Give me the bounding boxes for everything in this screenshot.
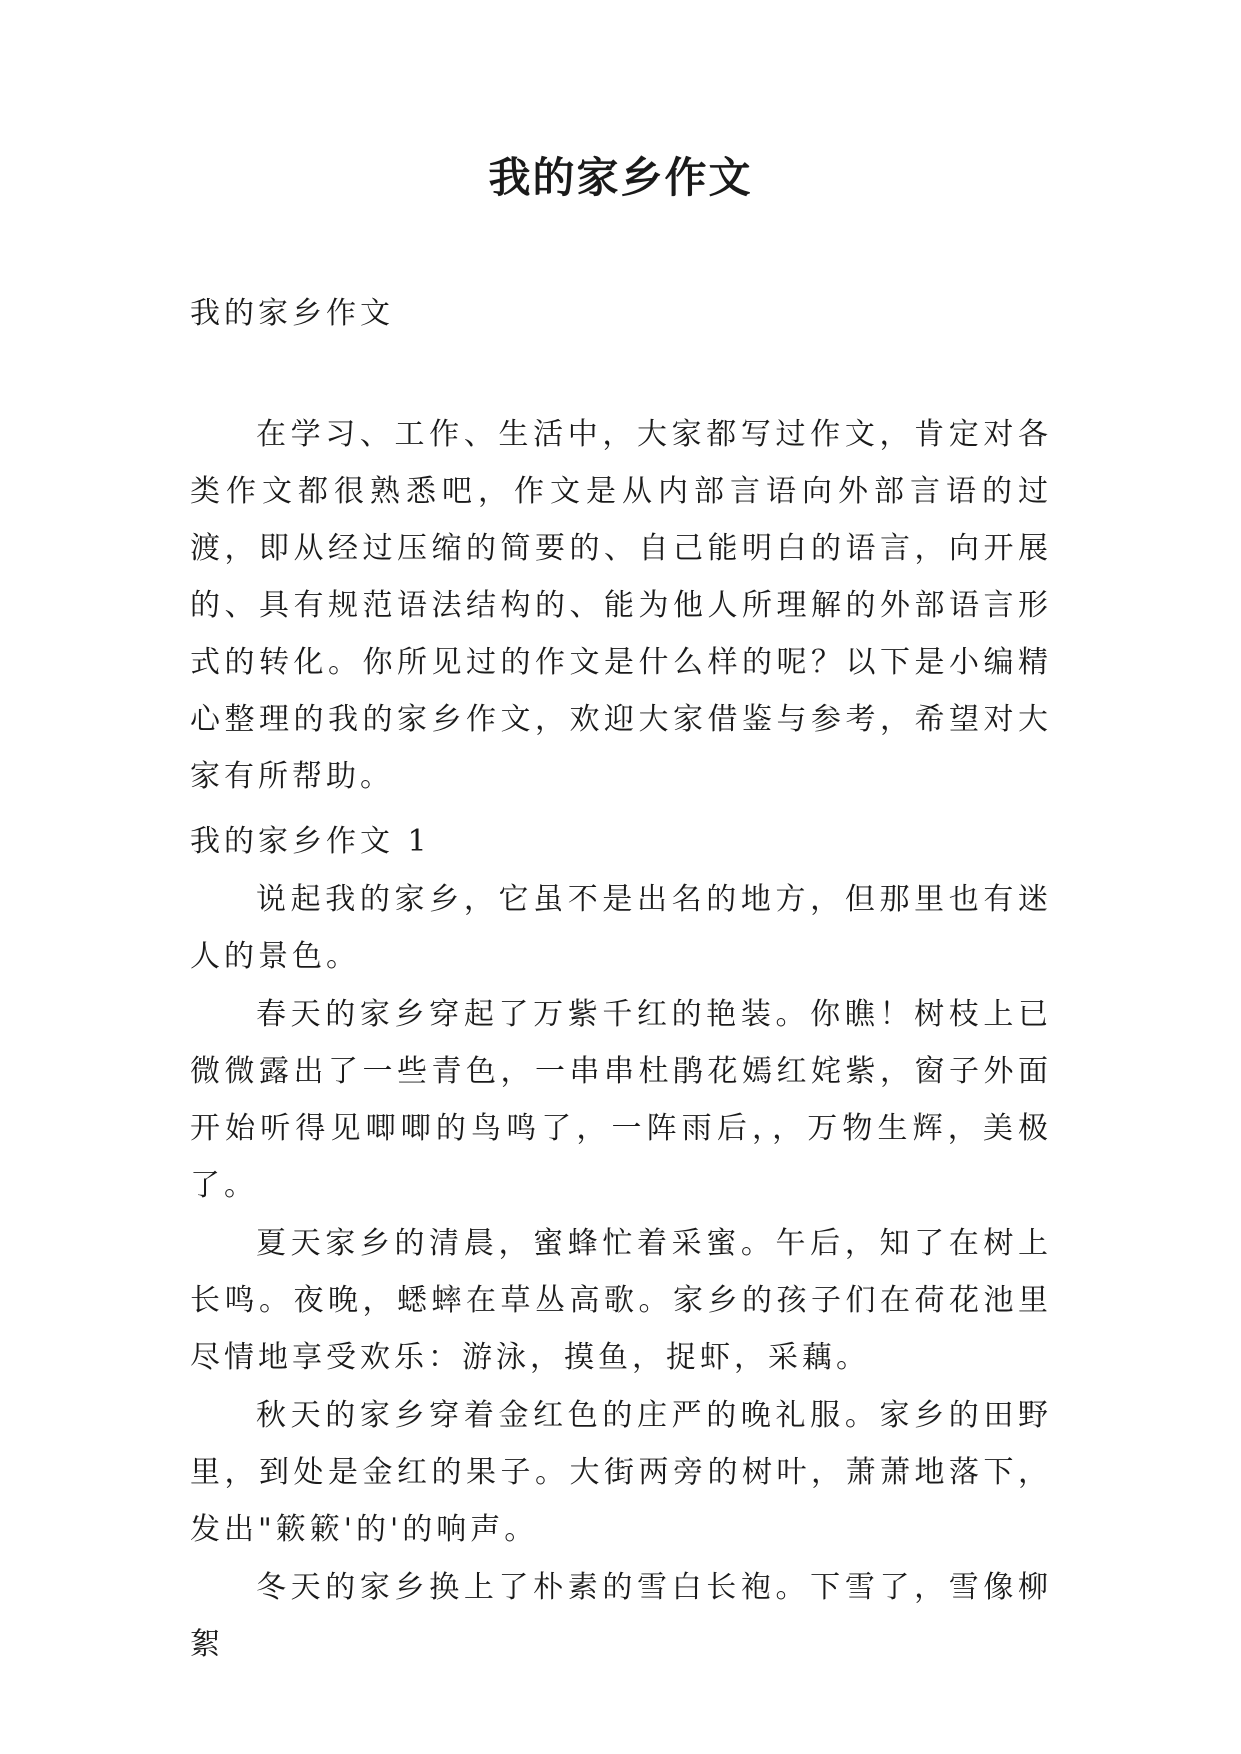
section-heading: 我的家乡作文 1 [190, 824, 431, 859]
essay-paragraph: 冬天的家乡换上了朴素的雪白长袍。下雪了，雪像柳絮 [190, 1570, 1052, 1662]
essay-paragraph: 秋天的家乡穿着金红色的庄严的晚礼服。家乡的田野里，到处是金红的果子。大街两旁的树叶，萧萧地落下，发出"簌簌'的'的响声。 [190, 1398, 1052, 1547]
intro-paragraph: 在学习、工作、生活中，大家都写过作文，肯定对各类作文都很熟悉吧，作文是从内部言语向外部言语的过渡，即从经过压缩的简要的、自己能明白的语言，向开展的、具有规范语法结构的、能为他人所理解的外部语言形式的转化。你所见过的作文是什么样的呢？以下是小编精心整理的我的家乡作文，欢迎大家借鉴与参考，希望对大家有所帮助。 [190, 417, 1052, 794]
document-title: 我的家乡作文 [488, 153, 753, 202]
essay-paragraph: 春天的家乡穿起了万紫千红的艳装。你瞧！树枝上已微微露出了一些青色，一串串杜鹃花嫣红姹紫，窗子外面开始听得见唧唧的鸟鸣了，一阵雨后，，万物生辉，美极了。 [190, 997, 1052, 1203]
document-subtitle: 我的家乡作文 [190, 296, 394, 331]
essay-paragraph: 说起我的家乡，它虽不是出名的地方，但那里也有迷人的景色。 [190, 882, 1052, 974]
essay-paragraph: 夏天家乡的清晨，蜜蜂忙着采蜜。午后，知了在树上长鸣。夜晚，蟋蟀在草丛高歌。家乡的孩子们在荷花池里尽情地享受欢乐：游泳，摸鱼，捉虾，采藕。 [190, 1226, 1052, 1375]
essay-body [190, 871, 1052, 1674]
